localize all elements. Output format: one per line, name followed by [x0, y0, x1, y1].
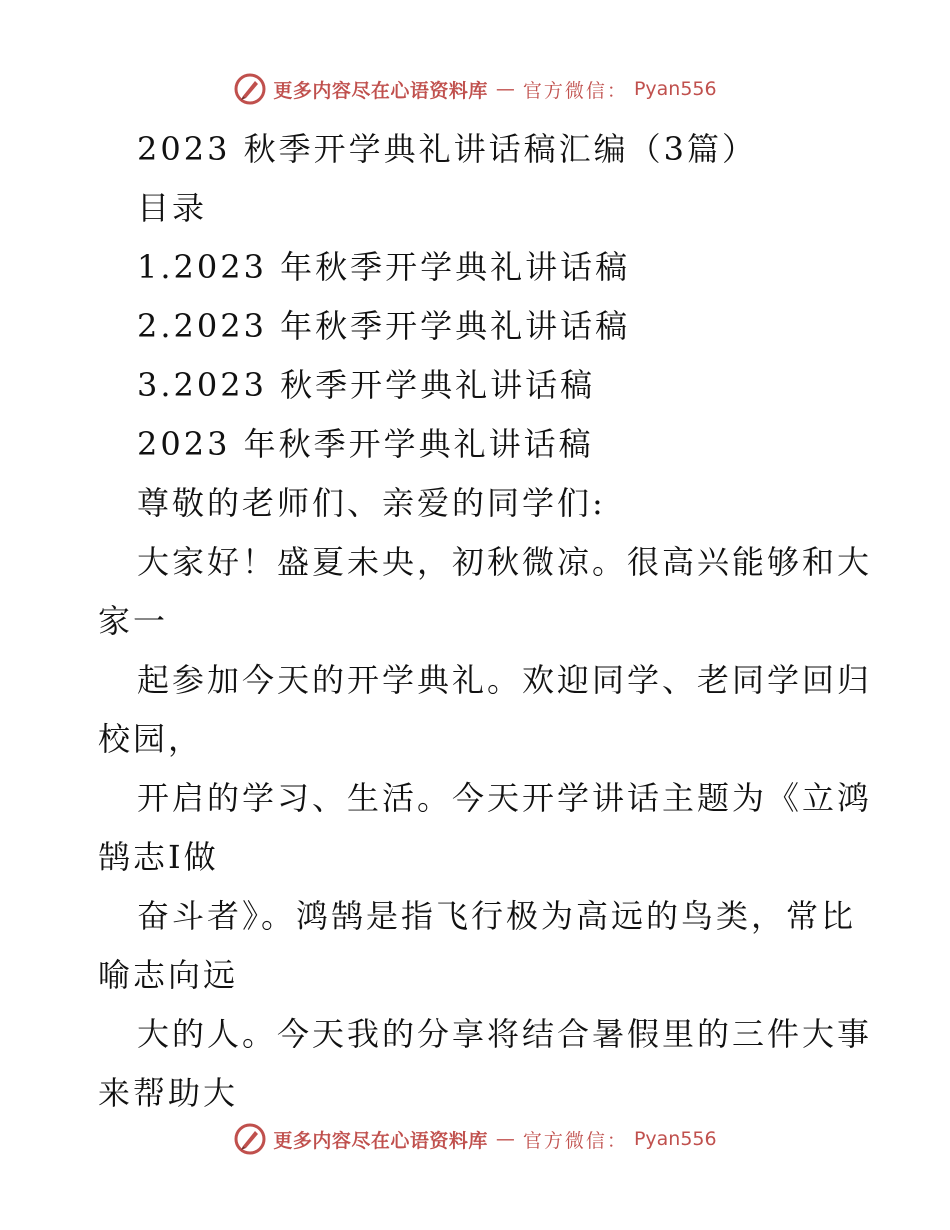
toc-item-2: 2.2023 年秋季开学典礼讲话稿	[137, 307, 631, 345]
paragraph-line: 校园，	[98, 720, 204, 758]
paragraph-line: 开启的学习、生活。今天开学讲话主题为《立鸿	[137, 779, 873, 817]
paragraph-line: 喻志向远	[98, 956, 239, 994]
watermark-brand: 更多内容尽在心语资料库	[273, 1129, 488, 1152]
header-watermark	[0, 72, 950, 106]
paragraph-line: 奋斗者》。鸿鹄是指飞行极为高远的鸟类，常比	[137, 897, 857, 935]
watermark-dash: —	[495, 78, 515, 100]
watermark-dash: —	[495, 1128, 515, 1150]
paragraph-line: 起参加今天的开学典礼。欢迎同学、老同学回归	[137, 661, 873, 699]
toc-heading: 目录	[137, 189, 208, 227]
pen-logo-icon	[233, 1122, 267, 1156]
paragraph-line: 家一	[98, 602, 169, 640]
paragraph-line: 大的人。今天我的分享将结合暑假里的三件大事	[137, 1015, 873, 1053]
watermark-wechat-label: 官方微信：	[522, 79, 628, 102]
paragraph-line: 大家好！盛夏未央，初秋微凉。很高兴能够和大	[137, 543, 873, 581]
document-title: 2023 秋季开学典礼讲话稿汇编（3篇）	[137, 130, 757, 168]
paragraph-line: 来帮助大	[98, 1074, 239, 1112]
toc-item-1: 1.2023 年秋季开学典礼讲话稿	[137, 248, 631, 286]
watermark-wechat-label: 官方微信：	[522, 1129, 628, 1152]
watermark-wechat-id: Pyan556	[633, 1128, 717, 1150]
footer-watermark	[0, 1122, 950, 1156]
pen-logo-icon	[233, 72, 267, 106]
paragraph-line: 鹄志I做	[98, 838, 219, 876]
watermark-brand: 更多内容尽在心语资料库	[273, 79, 488, 102]
salutation: 尊敬的老师们、亲爱的同学们:	[137, 484, 606, 522]
watermark-wechat-id: Pyan556	[633, 78, 717, 100]
document-body	[98, 120, 873, 1123]
section-title: 2023 年秋季开学典礼讲话稿	[137, 425, 594, 463]
toc-item-3: 3.2023 秋季开学典礼讲话稿	[137, 366, 596, 404]
